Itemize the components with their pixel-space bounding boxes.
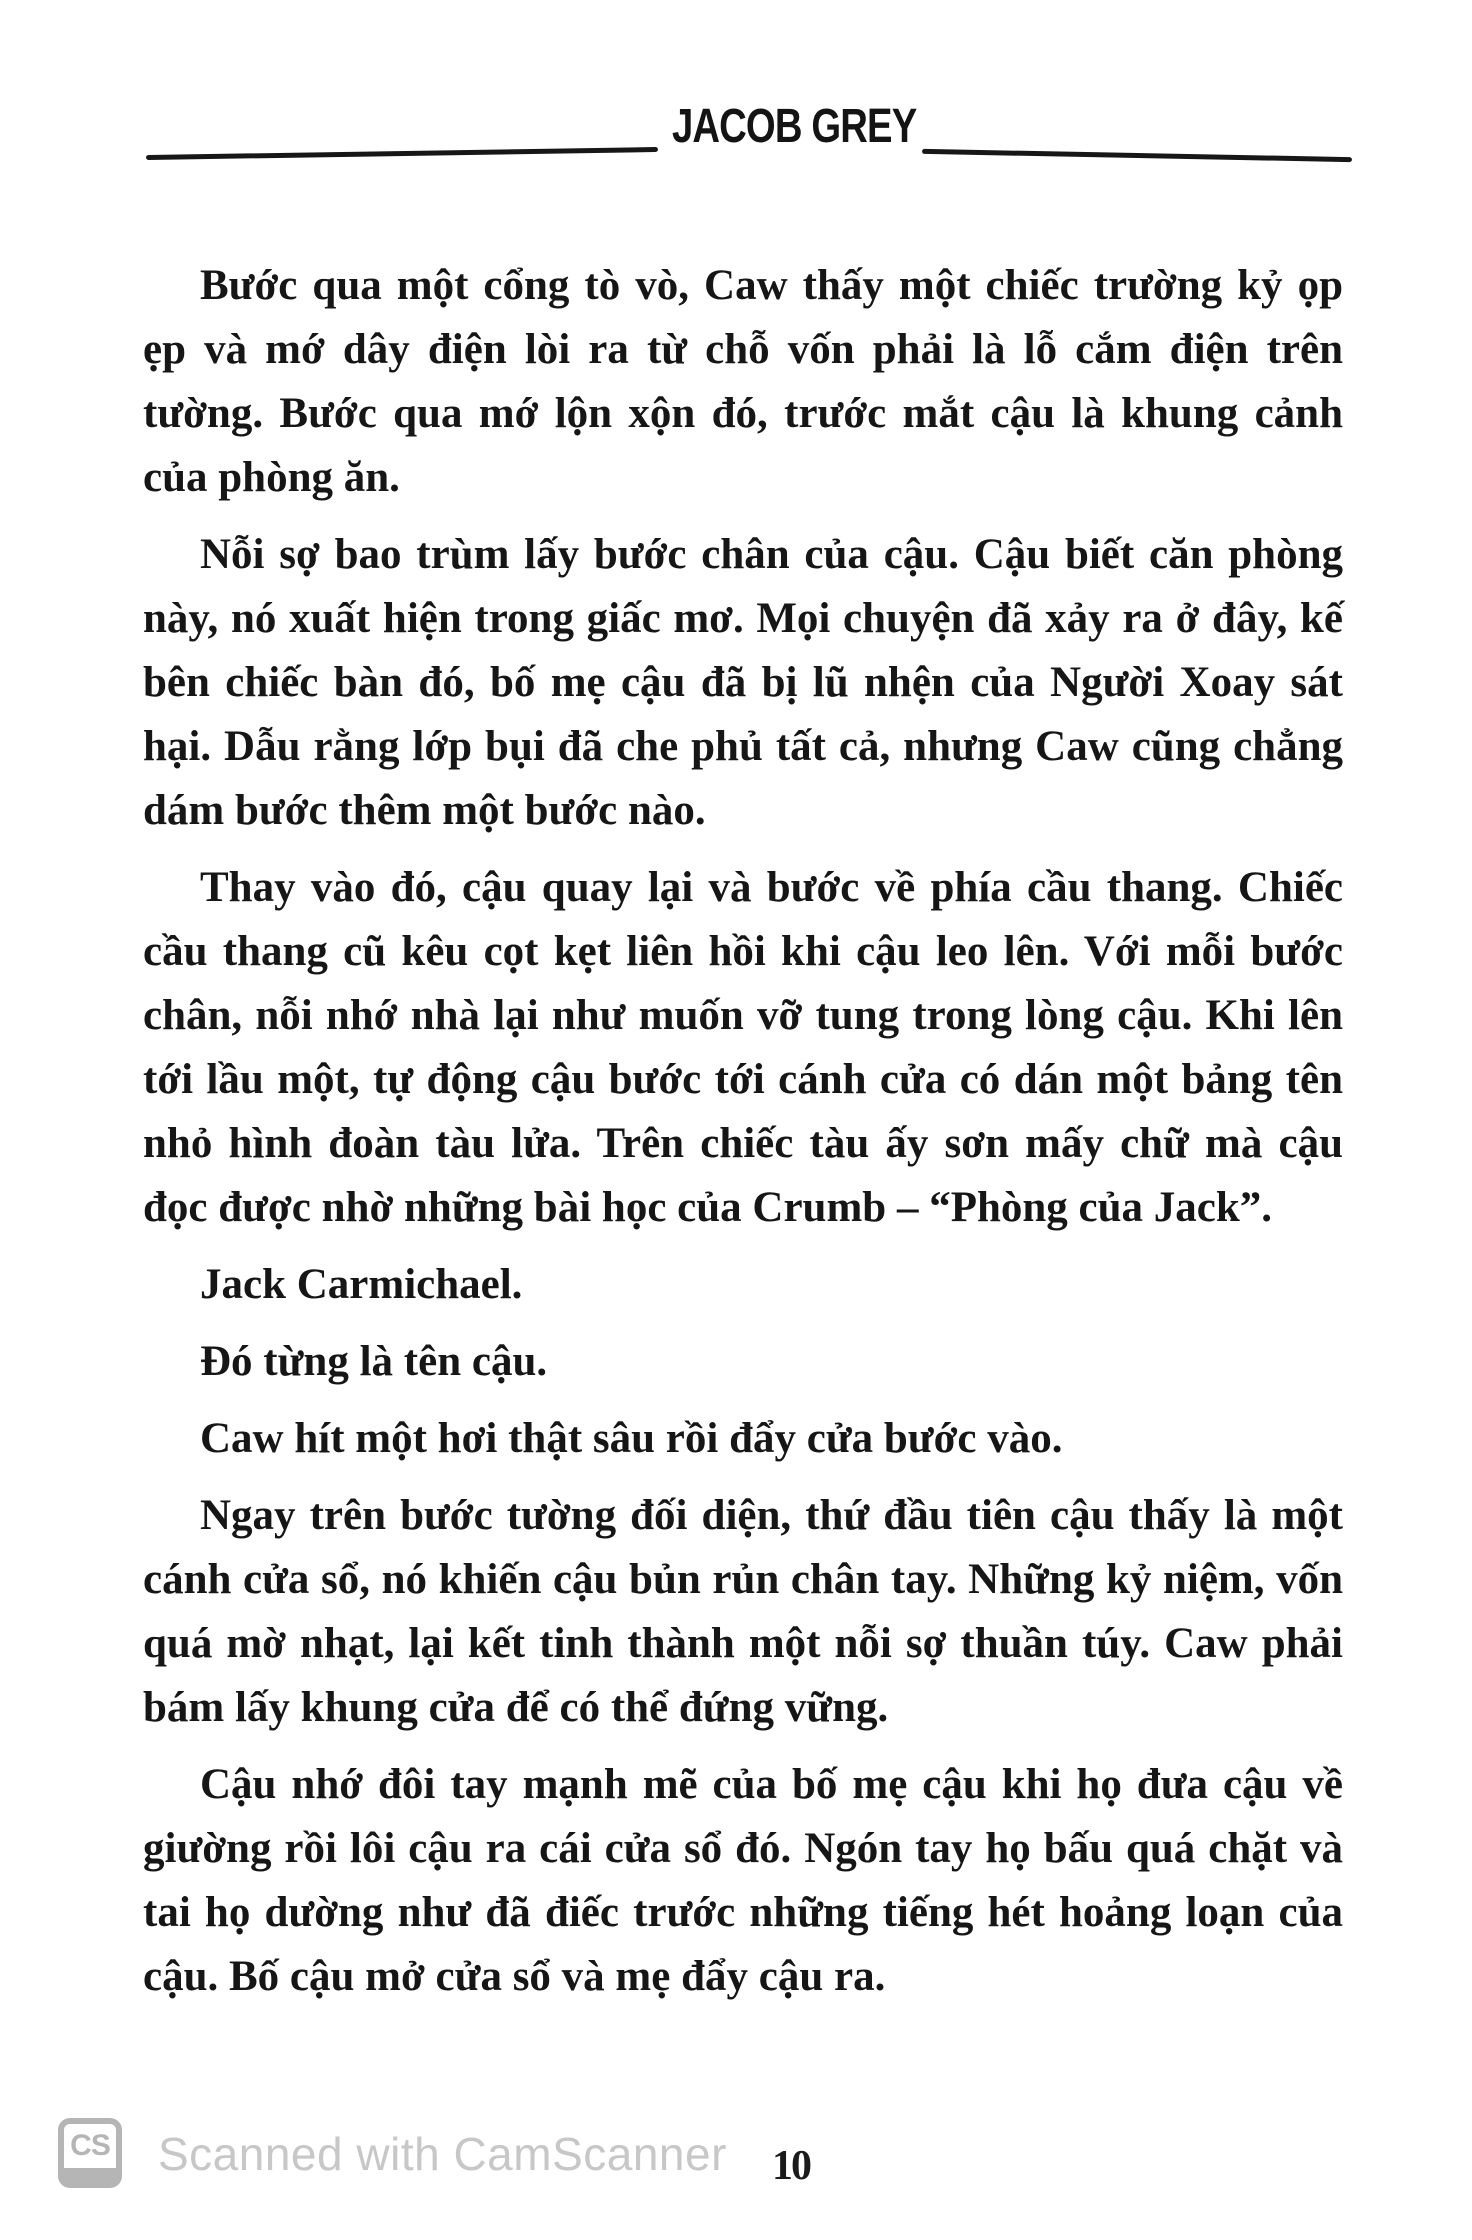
paragraph-6: Caw hít một hơi thật sâu rồi đẩy cửa bước vào. bbox=[200, 1415, 1063, 1462]
paragraph-8: Cậu nhớ đôi tay mạnh mẽ của bố mẹ cậu khi họ đưa cậu về giường rồi lôi cậu ra cái cửa sổ đó. Ngón tay họ bấu quá chặt và tai họ dường như đã điếc trước những tiếng hét hoảng loạn của cậu. Bố cậu mở cửa sổ và mẹ đẩy cậu ra. bbox=[143, 1761, 1343, 2000]
paragraph-1: Bước qua một cổng tò vò, Caw thấy một chiếc trường kỷ ọp ẹp và mớ dây điện lòi ra từ chỗ vốn phải là lỗ cắm điện trên tường. Bước qua mớ lộn xộn đó, trước mắt cậu là khung cảnh của phòng ăn. bbox=[143, 262, 1343, 501]
paragraph-3: Thay vào đó, cậu quay lại và bước về phía cầu thang. Chiếc cầu thang cũ kêu cọt kẹt liên hồi khi cậu leo lên. Với mỗi bước chân, nỗi nhớ nhà lại như muốn vỡ tung trong lòng cậu. Khi lên tới lầu một, tự động cậu bước tới cánh cửa có dán một bảng tên nhỏ hình đoàn tàu lửa. Trên chiếc tàu ấy sơn mấy chữ mà cậu đọc được nhờ những bài học của Crumb – “Phòng của Jack”. bbox=[143, 864, 1343, 1231]
header-rule-left bbox=[146, 147, 658, 160]
camscanner-logo-letters: CS bbox=[70, 2129, 110, 2162]
paragraph-5: Đó từng là tên cậu. bbox=[200, 1338, 548, 1385]
running-title: JACOB GREY bbox=[671, 97, 917, 153]
paragraph-7: Ngay trên bước tường đối diện, thứ đầu tiên cậu thấy là một cánh cửa sổ, nó khiến cậu bủn rủn chân tay. Những kỷ niệm, vốn quá mờ nhạt, lại kết tinh thành một nỗi sợ thuần túy. Caw phải bám lấy khung cửa để có thể đứng vững. bbox=[143, 1492, 1343, 1731]
page-number: 10 bbox=[772, 2143, 810, 2189]
paragraph-2: Nỗi sợ bao trùm lấy bước chân của cậu. Cậu biết căn phòng này, nó xuất hiện trong giấc mơ. Mọi chuyện đã xảy ra ở đây, kế bên chiếc bàn đó, bố mẹ cậu đã bị lũ nhện của Người Xoay sát hại. Dẫu rằng lớp bụi đã che phủ tất cả, nhưng Caw cũng chẳng dám bước thêm một bước nào. bbox=[143, 531, 1343, 834]
header-rule-right bbox=[922, 149, 1352, 162]
camscanner-logo-icon bbox=[58, 2118, 122, 2188]
camscanner-logo-strip bbox=[63, 2168, 117, 2183]
body-text bbox=[143, 254, 1343, 2022]
paragraph-4: Jack Carmichael. bbox=[200, 1261, 523, 1308]
camscanner-watermark-text: Scanned with CamScanner bbox=[158, 2128, 727, 2180]
